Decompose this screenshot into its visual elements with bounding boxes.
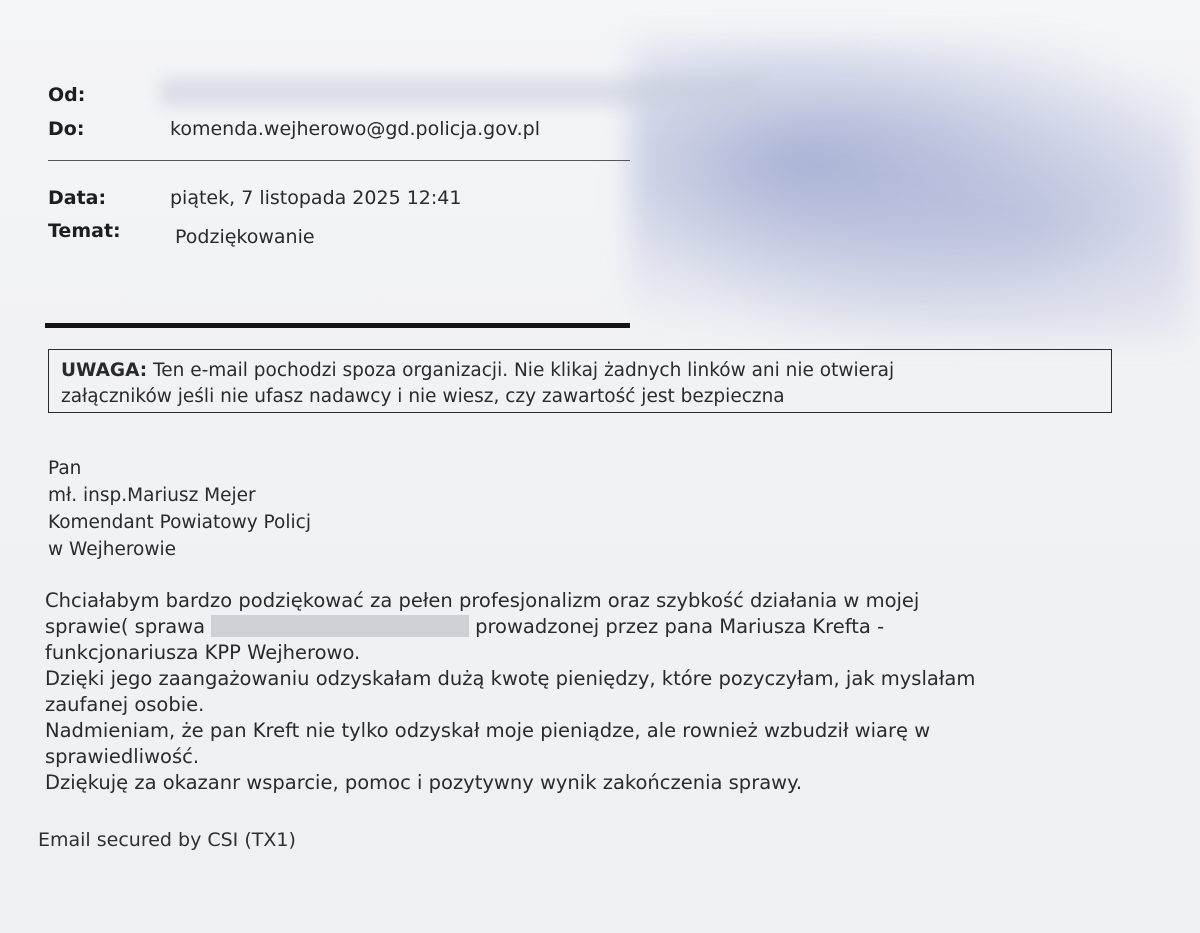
body-line: sprawiedliwość. — [45, 745, 200, 768]
subject-value: Podziękowanie — [175, 226, 315, 248]
warning-label: UWAGA: — [61, 360, 148, 381]
addressee-line: w Wejherowie — [48, 539, 177, 560]
addressee-line: mł. insp.Mariusz Mejer — [48, 485, 256, 506]
from-label: Od: — [48, 84, 86, 106]
body-line: zaufanej osobie. — [45, 693, 205, 716]
redacted-sender — [160, 78, 760, 106]
to-label: Do: — [48, 118, 85, 140]
body-line: Dzięki jego zaangażowaniu odzyskałam dużą kwotę pieniędzy, które pozyczyłam, jak myslałam — [45, 667, 976, 690]
body-line: sprawie( sprawa prowadzonej przez pana Mariusza Krefta - — [45, 615, 885, 638]
addressee-block — [48, 455, 311, 563]
addressee-line: Pan — [48, 458, 82, 479]
warning-line-1: UWAGA: Ten e-mail pochodzi spoza organizacji. Nie klikaj żadnych linków ani nie otwieraj — [61, 360, 895, 381]
date-value: piątek, 7 listopada 2025 12:41 — [170, 187, 462, 209]
body-line: Chciałabym bardzo podziękować za pełen profesjonalizm oraz szybkość działania w mojej — [45, 589, 920, 612]
subject-label: Temat: — [48, 220, 121, 242]
redacted-case-number — [211, 615, 469, 637]
external-email-warning — [48, 349, 1112, 413]
letter-body — [45, 588, 1125, 796]
header-divider — [48, 160, 630, 161]
body-line: Dziękuję za okazanr wsparcie, pomoc i pozytywny wynik zakończenia sprawy. — [45, 771, 803, 794]
body-line: Nadmieniam, że pan Kreft nie tylko odzyskał moje pieniądze, ale rownież wzbudził wiarę w — [45, 719, 931, 742]
email-footer: Email secured by CSI (TX1) — [38, 829, 296, 851]
addressee-line: Komendant Powiatowy Policj — [48, 512, 311, 533]
date-label: Data: — [48, 187, 107, 209]
warning-line-2: załączników jeśli nie ufasz nadawcy i nie wiesz, czy zawartość jest bezpieczna — [61, 386, 785, 407]
to-value: komenda.wejherowo@gd.policja.gov.pl — [170, 118, 540, 140]
header-bottom-rule — [45, 323, 630, 328]
body-line: funkcjonariusza KPP Wejherowo. — [45, 641, 361, 664]
